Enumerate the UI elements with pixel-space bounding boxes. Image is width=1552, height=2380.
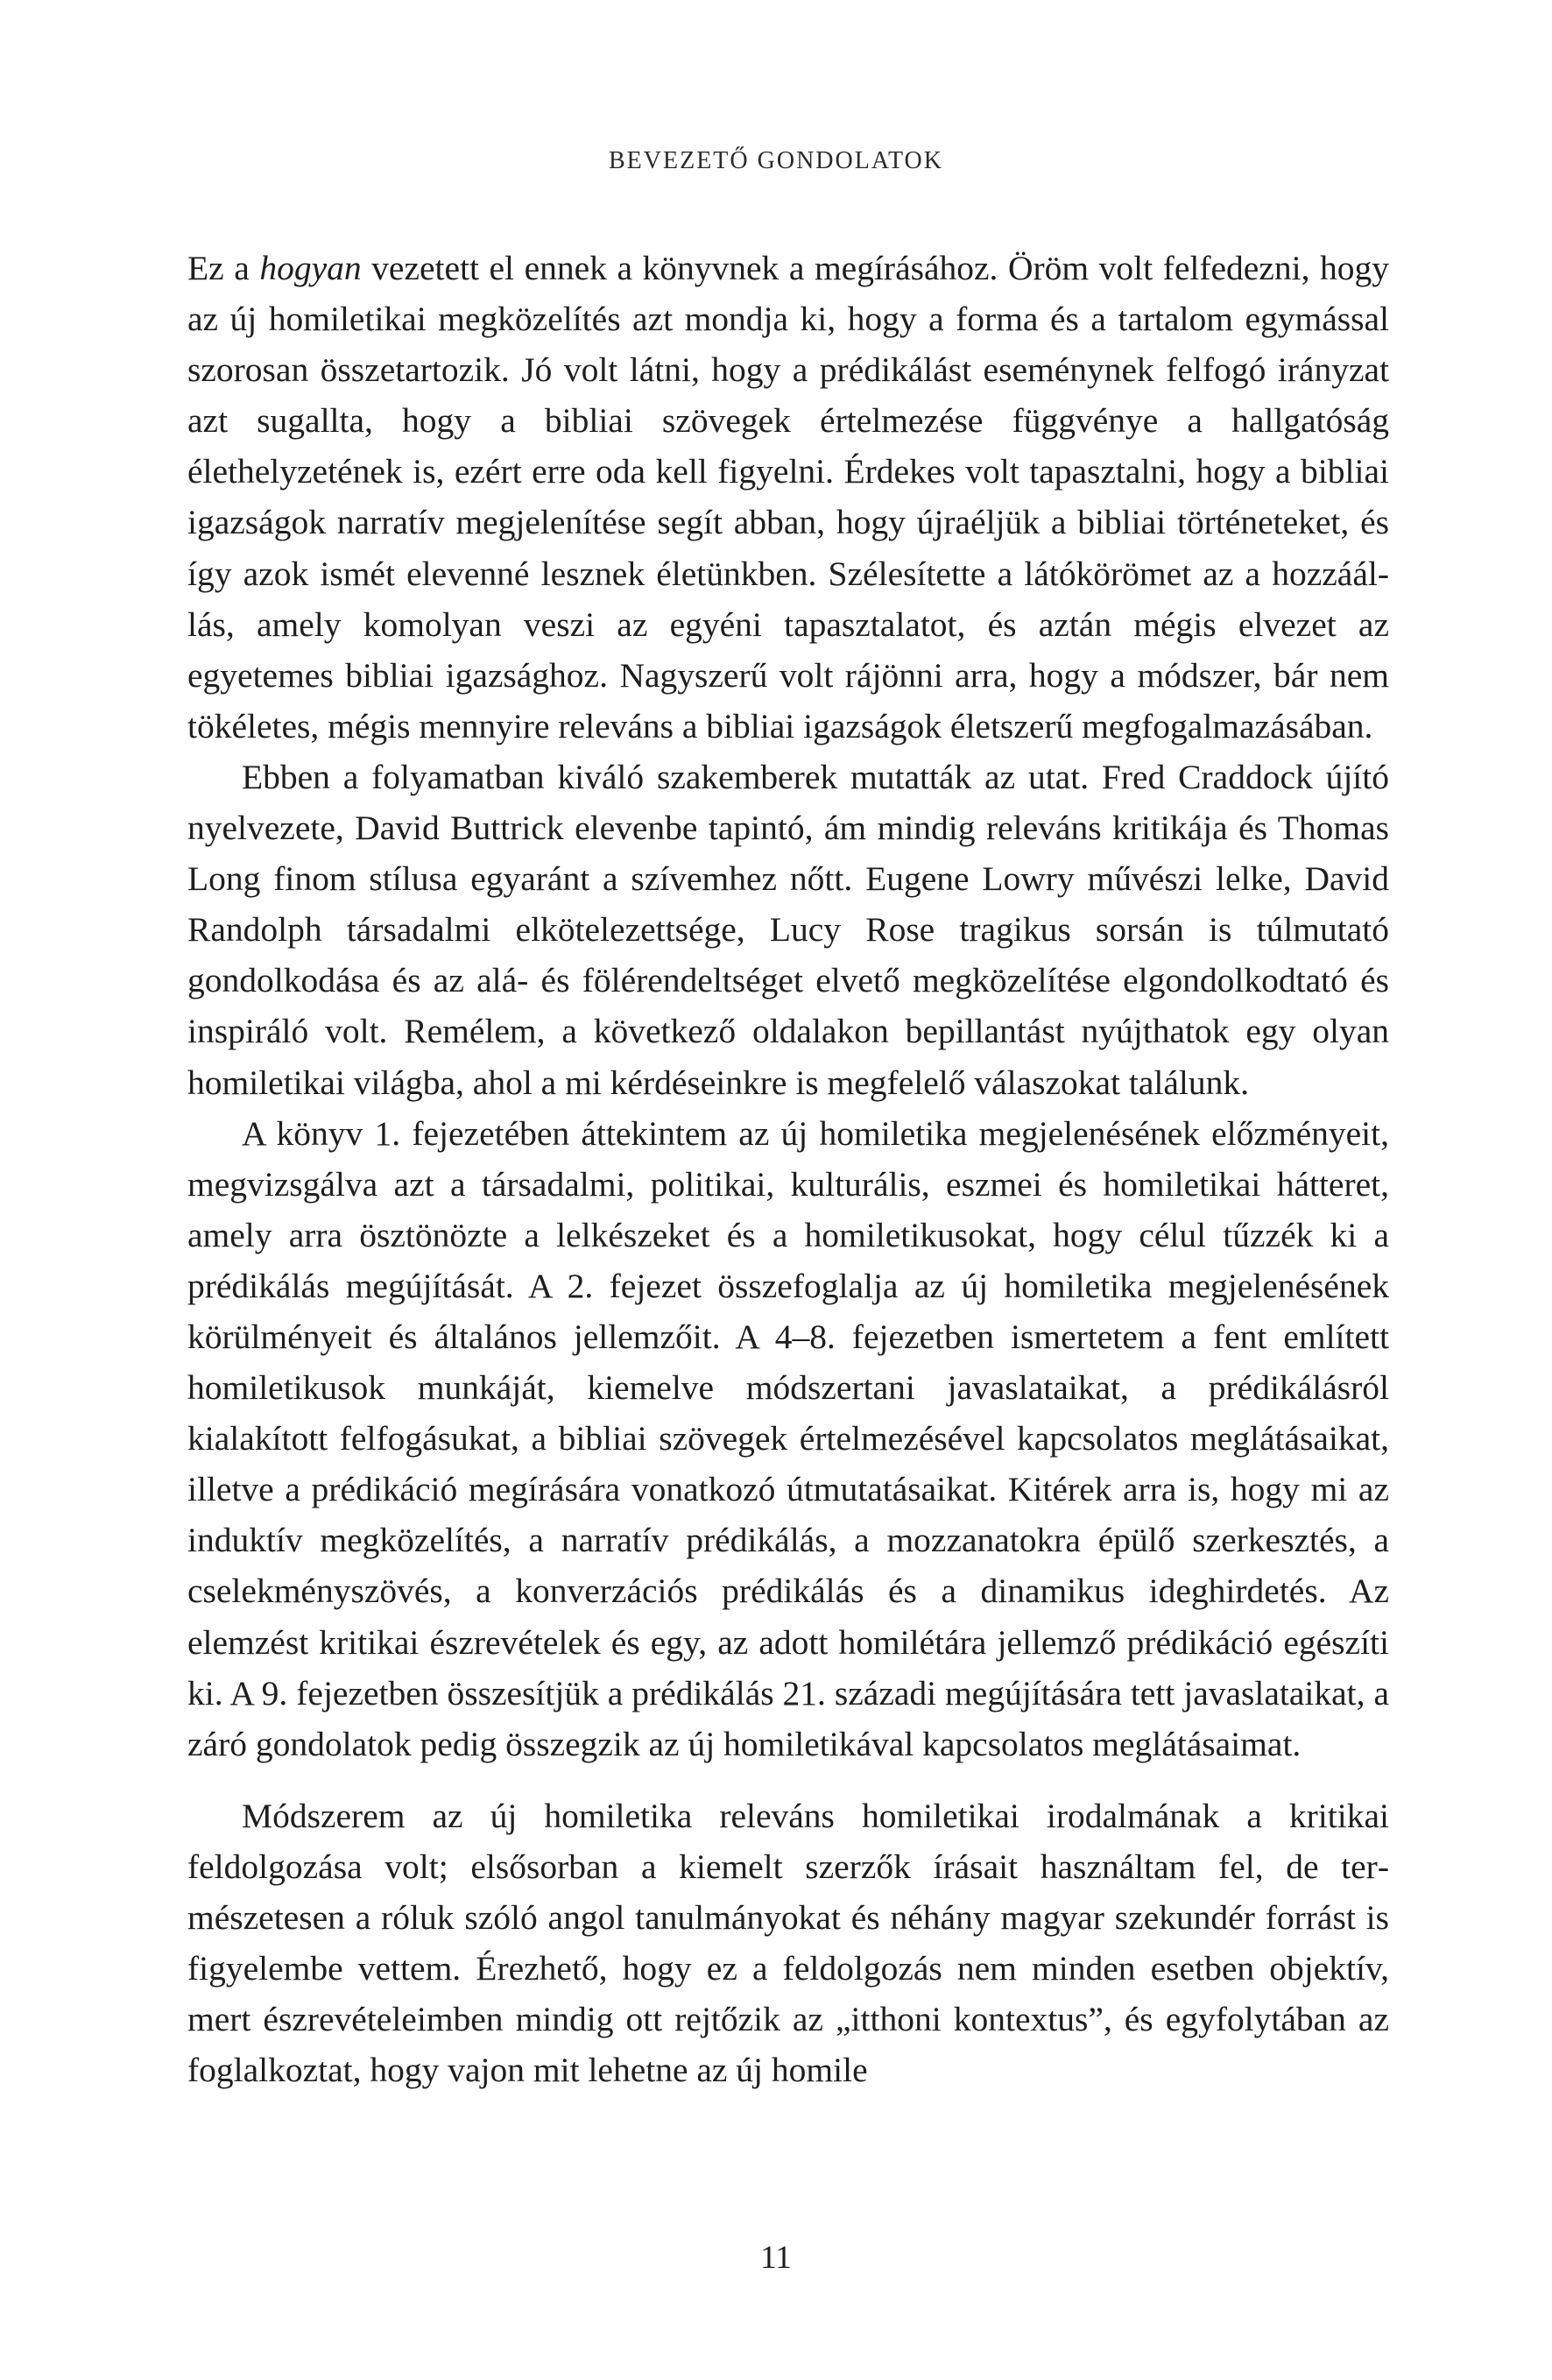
paragraph-1 xyxy=(187,243,1389,752)
running-header: BEVEZETŐ GONDOLATOK xyxy=(609,147,943,174)
paragraph-2: Ebben a folyamatban kiváló szakemberek mutatták az utat. Fred Craddock újító nyelvezete, David Buttrick elevenbe tapintó, ám mindig releváns kritikája és Thomas Long finom stílusa egyaránt a szívemhez nőtt. Eugene Lowry művészi lelke, David Randolph társadalmi elkötelezettsége, Lucy Rose tragikus sorsán is túlmutató gondolkodása és az alá- és fölérendeltséget elvető megközelítése elgondolkodtató és inspiráló volt. Remélem, a következő oldalakon bepillantást nyújthatok egy olyan homiletikai világba, ahol a mi kérdéseinkre is megfelelő válaszokat találunk. xyxy=(187,757,1389,1102)
paragraph-1-lead: Ez a xyxy=(187,249,260,287)
page-number: 11 xyxy=(760,2240,792,2276)
body-text xyxy=(187,243,1389,2095)
paragraph-3: A könyv 1. fejezetében áttekintem az új homiletika megjelenésének előzményeit, megvizsgálva azt a társadalmi, politikai, kulturális, eszmei és homiletikai hátteret, amely arra ösztönözte a lelkészeket és a homiletikusokat, hogy célul tűzzék ki a prédikálás megújítását. A 2. fejezet összefoglalja az új homiletika megjelenésének körülményeit és általános jellemzőit. A 4–8. fejezetben ismertetem a fent említett homiletikusok munkáját, kiemelve módszertani javaslataikat, a prédikálásról kialakított felfogásukat, a bibliai szövegek értelmezésével kapcsolatos meglátásaikat, illetve a prédikáció megírására vonatkozó útmutatásaikat. Kitérek arra is, hogy mi az induktív megközelítés, a narratív prédikálás, a mozzanatokra épülő szerkesztés, a cselekményszövés, a konverzációs prédikálás és a dinamikus ideghirdetés. Az elemzést kritikai észrevételek és egy, az adott homilétára jellemző prédikáció egészíti ki. A 9. fejezetben összesítjük a prédikálás 21. századi megújítására tett javaslataikat, a záró gondolatok pedig összegzik az új homiletikával kapcsolatos meglátásaimat. xyxy=(187,1113,1389,1763)
emphasis-hogyan: hogyan xyxy=(259,249,362,287)
paragraph-1-text: vezetett el ennek a könyvnek a megírásához. Öröm volt felfedezni, hogy az új homiletikai megközelítés azt mondja ki, hogy a forma és a tartalom egymással szorosan összetartozik. Jó volt látni, hogy a prédikálást eseménynek felfogó irányzat azt sugallta, hogy a bibliai szövegek értelmezése függvénye a hallgatóság élethelyzetének is, ezért erre oda kell figyelni. Érdekes volt tapasztalni, hogy a bibliai igazságok narratív megjelenítése segít abban, hogy újraéljük a bibliai történeteket, és így azok ismét elevenné lesznek életünkben. Szélesítette a látókörömet az a hozzáállás, amely komolyan veszi az egyéni tapasztalatot, és aztán mégis elvezet az egyetemes bibliai igazsághoz. Nagyszerű volt rájönni arra, hogy a módszer, bár nem tökéletes, mégis mennyire releváns a bibliai igazságok életszerű megfogalmazásában. xyxy=(187,249,1389,745)
paragraph-4: Módszerem az új homiletika releváns homiletikai irodalmának a kritikai feldolgozása volt; elsősorban a kiemelt szerzők írásait használtam fel, de természetesen a róluk szóló angol tanulmányokat és néhány magyar szekundér forrást is figyelembe vettem. Érezhető, hogy ez a feldolgozás nem minden esetben objektív, mert észrevételeimben mindig ott rejtőzik az „itthoni kontextus”, és egyfolytában az foglalkoztat, hogy vajon mit lehetne az új homile xyxy=(187,1796,1389,2090)
